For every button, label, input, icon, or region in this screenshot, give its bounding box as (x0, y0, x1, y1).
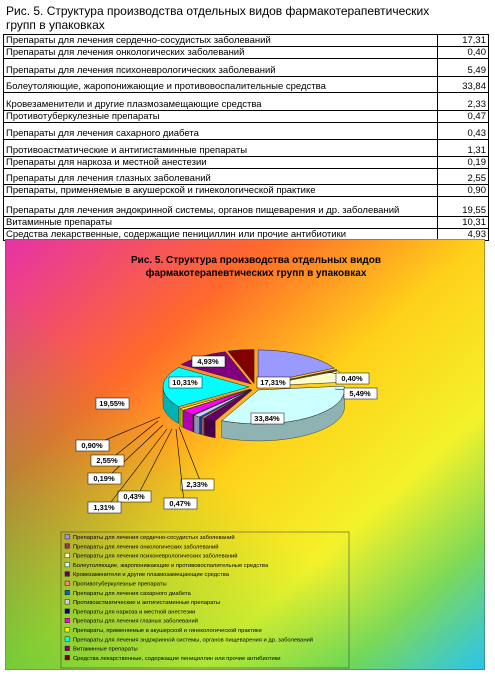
legend-item: Витаминные препараты (73, 646, 138, 653)
row-label: Препараты для наркоза и местной анестезии (4, 157, 438, 169)
legend-swatch (65, 618, 70, 623)
row-label: Противоастматические и антигистаминные препараты (4, 140, 438, 157)
pie-chart (5, 239, 485, 670)
legend-item: Кровезаменители и другие плазмозамещающие средства (73, 572, 229, 579)
legend-item: Препараты для лечения онкологических заболеваний (73, 544, 219, 551)
table-row (4, 185, 489, 197)
legend-swatch (65, 572, 70, 577)
row-value: 17,31 (438, 35, 489, 47)
legend-swatch (65, 581, 70, 586)
legend-item: Противоастматические и антигистаминные препараты (73, 600, 221, 607)
data-label: 0,43% (123, 492, 145, 501)
legend-swatch (65, 544, 70, 549)
data-label: 0,40% (341, 374, 363, 383)
data-label: 0,47% (169, 499, 191, 508)
row-label: Препараты, применяемые в акушерской и гинекологической практике (4, 185, 438, 197)
legend-item: Препараты для лечения эндокринной системы, органов пищеварения и др. заболеваний (73, 637, 314, 644)
table-row (4, 140, 489, 157)
row-value: 33,84 (438, 77, 489, 93)
table-row (4, 217, 489, 229)
row-value: 0,43 (438, 123, 489, 140)
row-label: Препараты для лечения эндокринной системы, органов пищеварения и др. заболеваний (4, 197, 438, 217)
row-value: 1,31 (438, 140, 489, 157)
pie-slice-side (194, 415, 199, 434)
row-value: 0,40 (438, 47, 489, 59)
legend-item: Препараты, применяемые в акушерской и гинекологической практике (73, 628, 262, 634)
row-value: 10,31 (438, 217, 489, 229)
legend-item: Препараты для лечения глазных заболеваний (73, 618, 198, 625)
table-row (4, 93, 489, 111)
row-label: Витаминные препараты (4, 217, 438, 229)
legend-item: Препараты для лечения сердечно-сосудистых заболеваний (73, 535, 235, 541)
legend-item: Средства лекарственные, содержащие пенициллин или прочие антибиотики (73, 655, 281, 662)
legend-item: Противотуберкулезные препараты (73, 581, 167, 588)
row-label: Противотуберкулезные препараты (4, 111, 438, 123)
table-row (4, 35, 489, 47)
data-label: 33,84% (254, 414, 280, 423)
row-label: Препараты для лечения онкологических заболеваний (4, 47, 438, 59)
data-label: 5,49% (349, 389, 371, 398)
data-label: 4,93% (197, 357, 219, 366)
table-row (4, 47, 489, 59)
figure-title: Рис. 5. Структура производства отдельных видов фармакотерапевтических групп в упаковках (6, 4, 430, 32)
data-label: 10,31% (172, 378, 198, 387)
pie-slice-side (204, 418, 215, 437)
legend-swatch (65, 655, 70, 660)
data-table (3, 34, 489, 241)
legend-swatch (65, 562, 70, 567)
legend-swatch (65, 535, 70, 540)
legend-item: Болеутоляющие, жаропонижающие и противовоспалительные средства (73, 562, 269, 569)
row-value: 19,55 (438, 197, 489, 217)
legend-swatch (65, 600, 70, 605)
legend-swatch (65, 590, 70, 595)
row-value: 2,33 (438, 93, 489, 111)
legend-item: Препараты для наркоза и местной анестезии (73, 609, 196, 616)
data-label: 1,31% (93, 503, 115, 512)
pie-slice-side (200, 417, 202, 435)
row-value: 0,47 (438, 111, 489, 123)
legend-swatch (65, 628, 70, 633)
legend-swatch (65, 646, 70, 651)
pie-slice-side (193, 415, 194, 432)
pie-slice-side (180, 409, 183, 428)
table-row (4, 197, 489, 217)
row-value: 0,90 (438, 185, 489, 197)
row-value: 0,19 (438, 157, 489, 169)
legend-item: Препараты для лечения психоневрологических заболеваний (73, 553, 238, 560)
table-row (4, 157, 489, 169)
table-row (4, 111, 489, 123)
row-label: Кровезаменители и другие плазмозамещающие средства (4, 93, 438, 111)
row-label: Болеутоляющие, жаропонижающие и противовоспалительные средства (4, 77, 438, 93)
legend-item: Препараты для лечения сахарного диабета (73, 590, 191, 597)
row-value: 4,93 (438, 229, 489, 241)
table-row (4, 77, 489, 93)
chart-title-line-1: Рис. 5. Структура производства отдельных видов (131, 255, 381, 266)
legend-swatch (65, 553, 70, 558)
table-row (4, 169, 489, 185)
row-label: Препараты для лечения психоневрологических заболеваний (4, 59, 438, 77)
legend-swatch (65, 637, 70, 642)
row-label: Препараты для лечения сердечно-сосудистых заболеваний (4, 35, 438, 47)
row-value: 5,49 (438, 59, 489, 77)
row-value: 2,55 (438, 169, 489, 185)
row-label: Препараты для лечения глазных заболеваний (4, 169, 438, 185)
data-label: 19,55% (99, 399, 125, 408)
row-label: Препараты для лечения сахарного диабета (4, 123, 438, 140)
table-row (4, 123, 489, 140)
chart-title-line-2: фармакотерапевтических групп в упаковках (145, 268, 367, 279)
data-label: 17,31% (260, 378, 286, 387)
data-label: 2,33% (186, 480, 208, 489)
data-label: 2,55% (96, 456, 118, 465)
table-row (4, 59, 489, 77)
chart-area (5, 239, 485, 670)
legend-swatch (65, 609, 70, 614)
pie-slice-side (202, 418, 204, 436)
data-label: 0,90% (81, 441, 103, 450)
data-label: 0,19% (93, 474, 115, 483)
row-label: Средства лекарственные, содержащие пенициллин или прочие антибиотики (4, 229, 438, 241)
